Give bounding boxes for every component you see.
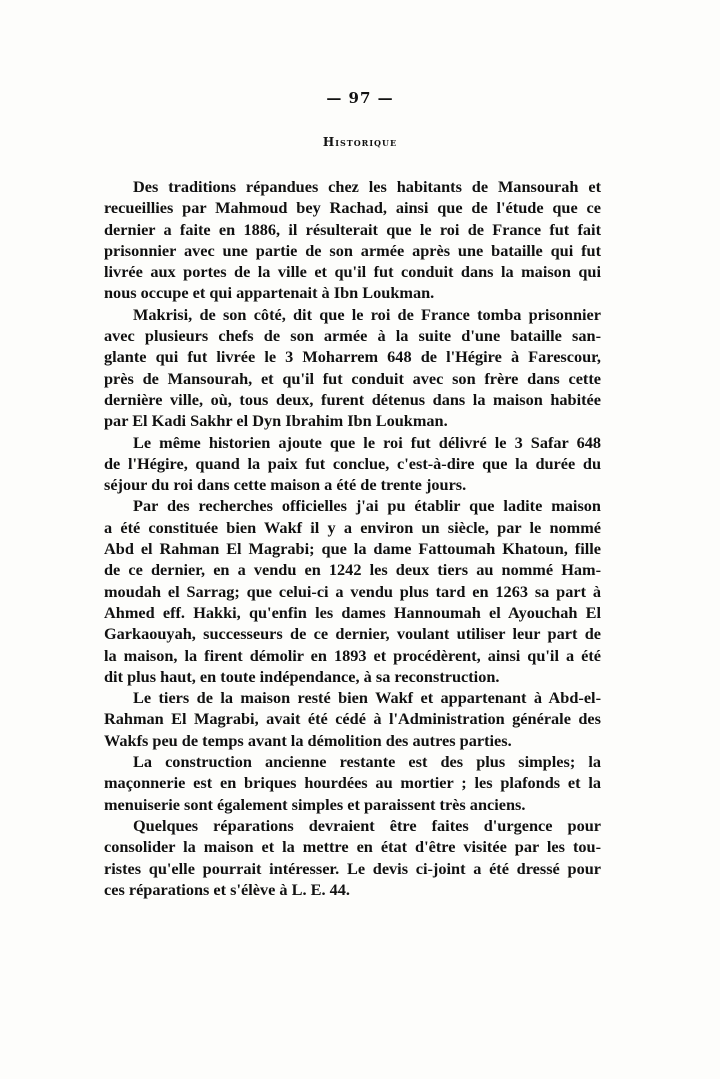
text-line: Quelques réparations devraient être faites d'urgence pour [133,815,601,835]
text-line: Garkaouyah, successeurs de ce dernier, voulant utiliser leur part de [104,624,601,644]
text-line: Rahman El Magrabi, avait été cédé à l'Administration générale des [104,709,601,729]
section-title: Historique [322,135,398,149]
text-line: recueillies par Mahmoud bey Rachad, ainsi que de l'étude que ce [104,198,601,218]
text-line: maçonnerie est en briques hourdées au mortier ; les plafonds et la [104,773,601,793]
text-line: par El Kadi Sakhr el Dyn Ibrahim Ibn Loukman. [104,411,448,431]
page-number: — 97 — [326,89,394,107]
text-line: moudah el Sarrag; que celui-ci a vendu plus tard en 1263 sa part à [104,581,601,601]
text-line: La construction ancienne restante est des plus simples; la [133,752,601,772]
text-line: Wakfs peu de temps avant la démolition des autres parties. [104,730,512,750]
text-line: dernière ville, où, tous deux, furent détenus dans la maison habitée [104,389,601,409]
text-line: de ce dernier, en a vendu en 1242 les deux tiers au nommé Ham- [104,560,601,580]
text-line: ristes qu'elle pourrait intéresser. Le devis ci-joint a été dressé pour [104,858,601,878]
text-line: livrée aux portes de la ville et qu'il fut conduit dans la maison qui [104,262,601,282]
body-text [104,176,601,900]
text-line: a été constituée bien Wakf il y a environ un siècle, par le nommé [104,517,601,537]
text-line: avec plusieurs chefs de son armée à la suite d'une bataille san- [104,326,601,346]
text-line: séjour du roi dans cette maison a été de trente jours. [104,475,467,495]
text-line: Ahmed eff. Hakki, qu'enfin les dames Hannoumah el Ayouchah El [104,602,601,622]
text-line: glante qui fut livrée le 3 Moharrem 648 de l'Hégire à Farescour, [104,347,601,367]
text-line: ces réparations et s'élève à L. E. 44. [104,879,350,899]
text-line: Par des recherches officielles j'ai pu établir que ladite maison [133,496,601,516]
text-line: la maison, la firent démolir en 1893 et procédèrent, ainsi qu'il a été [104,645,601,665]
text-line: Des traditions répandues chez les habitants de Mansourah et [133,177,601,196]
text-line: Abd el Rahman El Magrabi; que la dame Fattoumah Khatoun, fille [104,539,601,559]
text-line: dernier a faite en 1886, il résulterait que le roi de France fut fait [104,219,601,239]
text-line: consolider la maison et la mettre en état d'être visitée par les tou- [104,837,601,857]
text-line: prisonnier avec une partie de son armée après une bataille qui fut [104,240,601,260]
text-line: de l'Hégire, quand la paix fut conclue, c'est-à-dire que la durée du [104,453,601,473]
text-line: Makrisi, de son côté, dit que le roi de France tomba prisonnier [133,304,601,324]
text-line: dit plus haut, en toute indépendance, à sa reconstruction. [104,666,500,686]
text-line: Le même historien ajoute que le roi fut délivré le 3 Safar 648 [133,432,601,452]
text-line: menuiserie sont également simples et paraissent très anciens. [104,794,526,814]
text-line: près de Mansourah, et qu'il fut conduit avec son frère dans cette [104,368,601,388]
text-line: Le tiers de la maison resté bien Wakf et appartenant à Abd-el- [133,688,601,708]
text-line: nous occupe et qui appartenait à Ibn Loukman. [104,283,435,303]
